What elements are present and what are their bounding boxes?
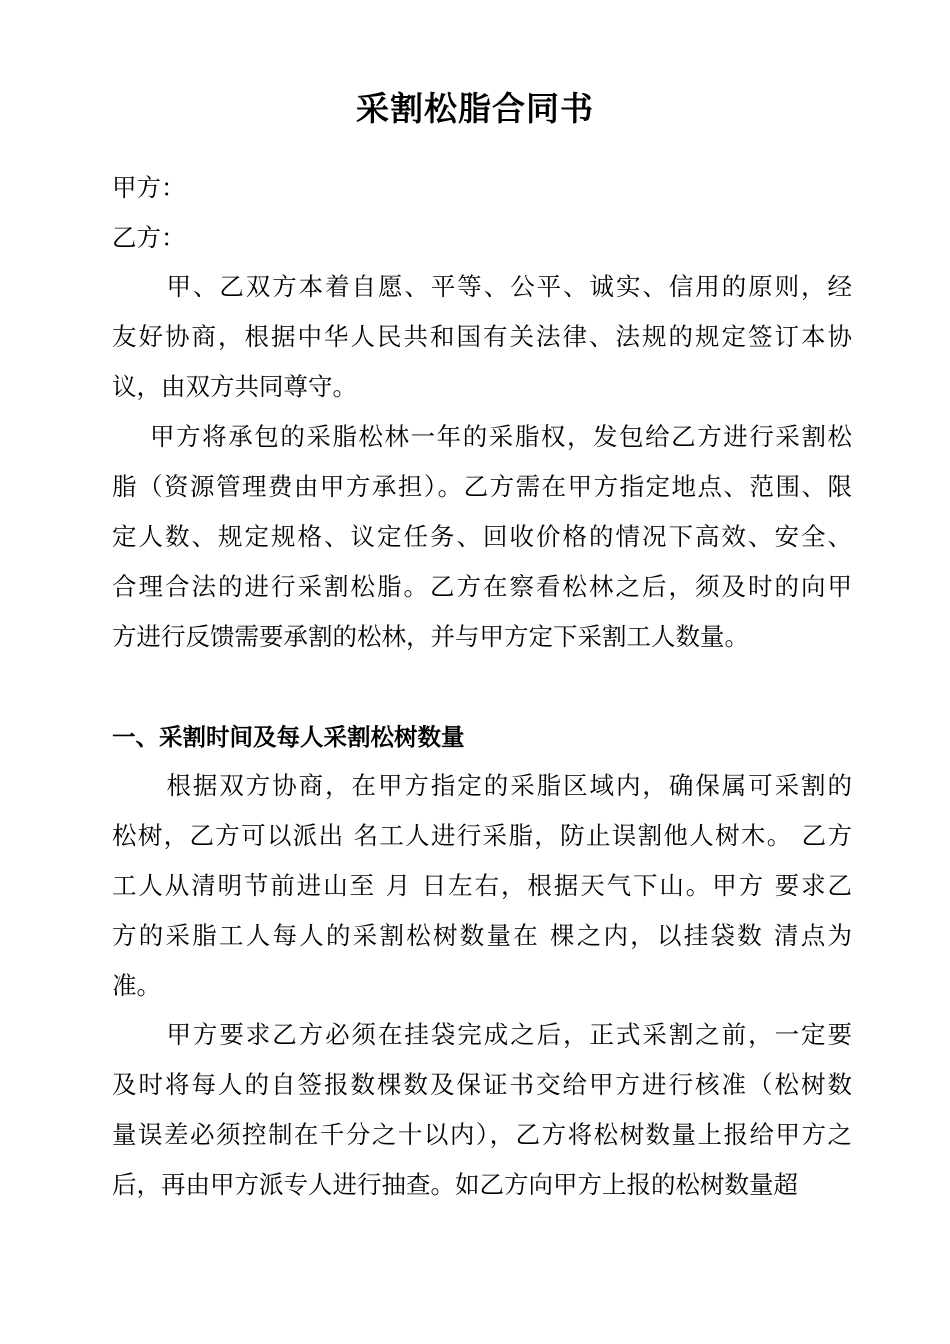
section-line: 方的采脂工人每人的采割松树数量在 棵之内，以挂袋数 清点为	[112, 921, 852, 950]
paragraph-line: 甲方将承包的采脂松林一年的采脂权，发包给乙方进行采割松	[124, 422, 852, 451]
section-line: 及时将每人的自签报数棵数及保证书交给甲方进行核准（松树数	[112, 1070, 852, 1099]
paragraph-line: 定人数、规定规格、议定任务、回收价格的情况下高效、安全、	[112, 522, 852, 551]
section-line: 根据双方协商，在甲方指定的采脂区域内，确保属可采割的	[140, 771, 852, 800]
paragraph-line: 脂（资源管理费由甲方承担）。乙方需在甲方指定地点、范围、限	[112, 472, 852, 501]
party-a-label: 甲方：	[112, 173, 186, 202]
section-line: 准。	[112, 971, 161, 1000]
section-line: 量误差必须控制在千分之十以内），乙方将松树数量上报给甲方之	[112, 1120, 852, 1149]
intro-line: 友好协商，根据中华人民共和国有关法律、法规的规定签订本协	[112, 322, 852, 351]
party-b-label: 乙方：	[112, 223, 186, 252]
section-line: 松树，乙方可以派出 名工人进行采脂，防止误割他人树木。 乙方	[112, 821, 852, 850]
document-title: 采割松脂合同书	[356, 89, 594, 128]
section-line: 工人从清明节前进山至 月 日左右，根据天气下山。甲方 要求乙	[112, 871, 852, 900]
section-line: 后，再由甲方派专人进行抽查。如乙方向甲方上报的松树数量超	[112, 1170, 798, 1199]
paragraph-line: 方进行反馈需要承割的松林，并与甲方定下采割工人数量。	[112, 622, 749, 651]
intro-line: 议，由双方共同尊守。	[112, 372, 357, 401]
intro-line: 甲、乙双方本着自愿、平等、公平、诚实、信用的原则，经	[140, 272, 852, 301]
section-heading: 一、采割时间及每人采割松树数量	[112, 723, 465, 751]
paragraph-line: 合理合法的进行采割松脂。乙方在察看松林之后，须及时的向甲	[112, 572, 852, 601]
section-line: 甲方要求乙方必须在挂袋完成之后，正式采割之前，一定要	[140, 1020, 852, 1049]
